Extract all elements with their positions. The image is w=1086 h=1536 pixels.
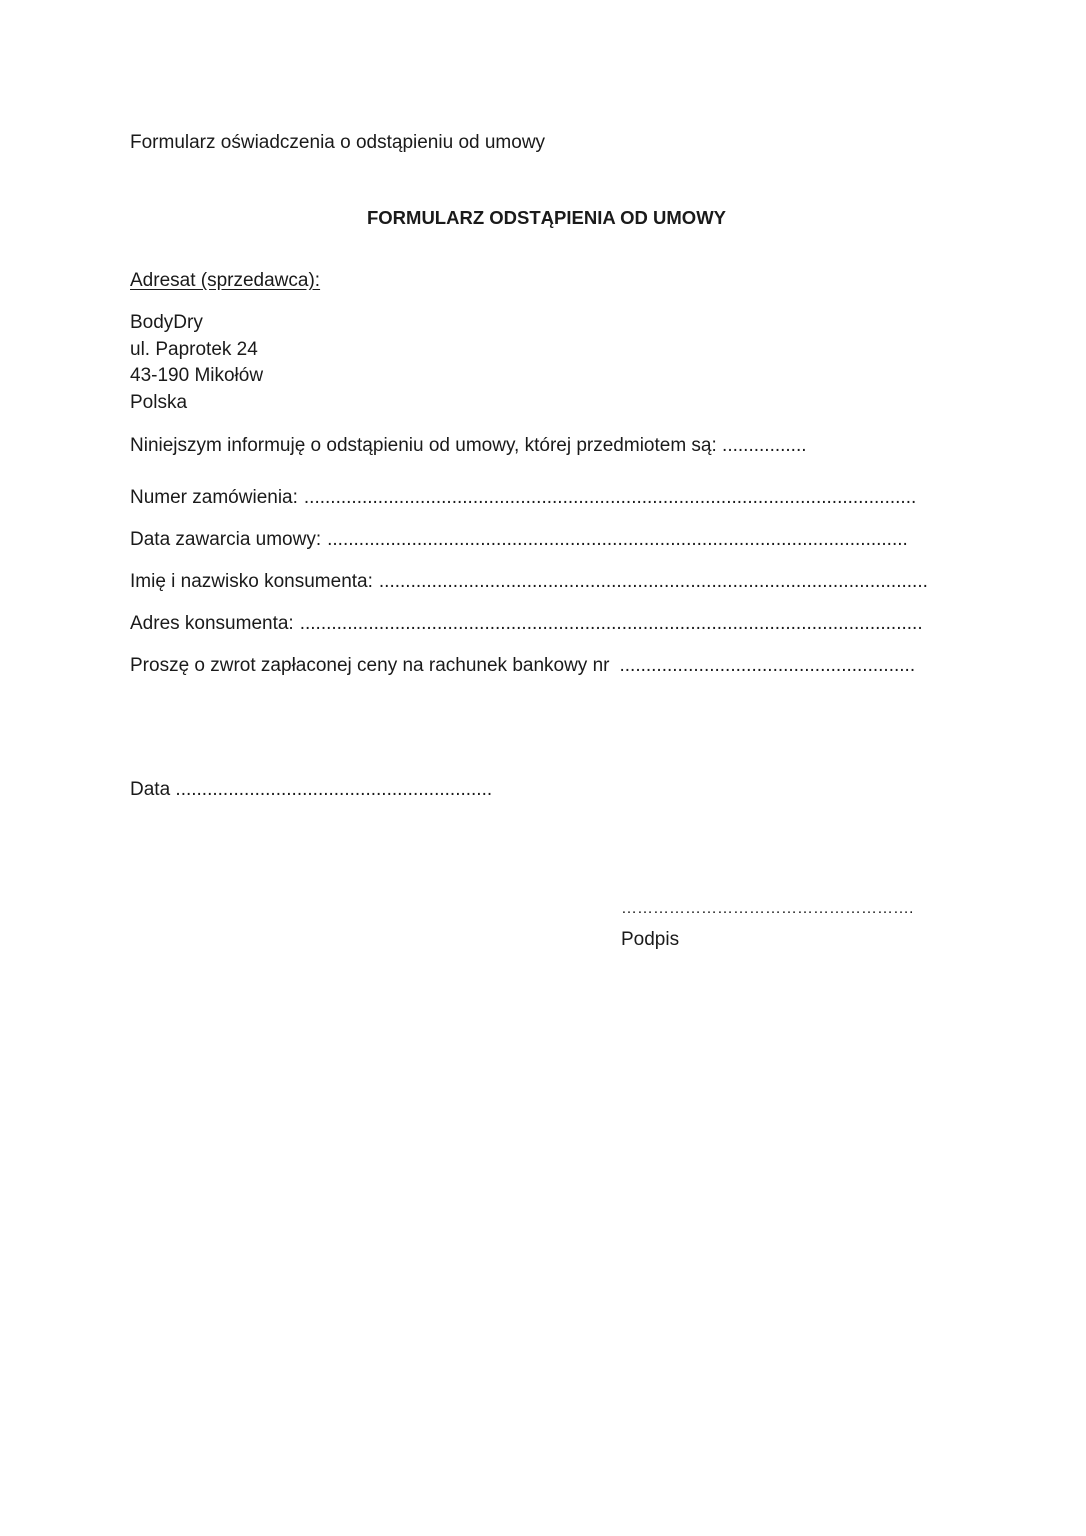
consumer-name-blank: ........................................................................................................ <box>378 571 928 592</box>
order-number-label: Numer zamówienia: <box>130 487 298 508</box>
recipient-label: Adresat (sprzedawca): <box>130 270 321 291</box>
refund-account-blank: ........................................................ <box>619 655 916 676</box>
refund-account-field <box>130 655 953 678</box>
signature-line: ………………………………………………. <box>621 900 914 917</box>
refund-account-label: Proszę o zwrot zapłaconej ceny na rachunek bankowy nr <box>130 655 610 676</box>
recipient-street: ul. Paprotek 24 <box>130 339 258 360</box>
consumer-address-blank: ...................................................................................................................... <box>299 613 923 634</box>
contract-date-blank: .............................................................................................................. <box>327 529 908 550</box>
consumer-address-field <box>130 613 953 636</box>
consumer-name-field <box>130 571 953 594</box>
withdrawal-declaration: Niniejszym informuję o odstąpieniu od umowy, której przedmiotem są: ................ <box>130 435 807 456</box>
recipient-city: 43-190 Mikołów <box>130 365 264 386</box>
order-number-field <box>130 487 953 510</box>
form-title: FORMULARZ ODSTĄPIENIA OD UMOWY <box>366 207 726 228</box>
contract-date-field <box>130 529 953 552</box>
consumer-address-label: Adres konsumenta: <box>130 613 294 634</box>
order-number-blank: .................................................................................................................... <box>303 487 917 508</box>
recipient-name: BodyDry <box>130 312 203 333</box>
recipient-country: Polska <box>130 392 188 413</box>
signature-label: Podpis <box>621 929 680 950</box>
document-heading: Formularz oświadczenia o odstąpieniu od umowy <box>130 132 546 153</box>
date-line: Data ............................................................ <box>130 779 493 800</box>
consumer-name-label: Imię i nazwisko konsumenta: <box>130 571 373 592</box>
contract-date-label: Data zawarcia umowy: <box>130 529 322 550</box>
